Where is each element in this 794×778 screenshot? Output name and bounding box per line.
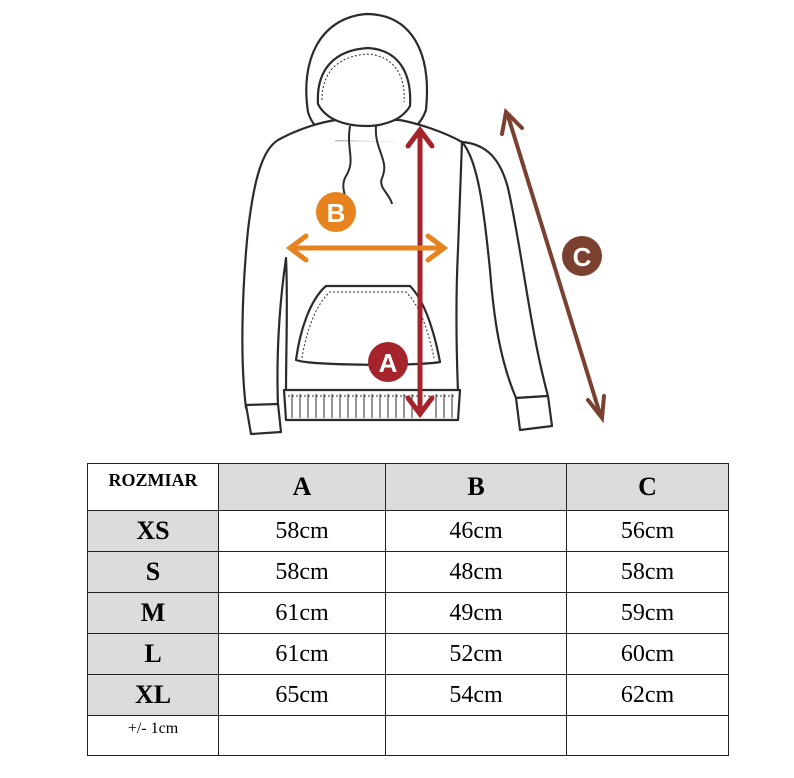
empty-cell	[219, 716, 386, 756]
header-c: C	[567, 464, 729, 511]
marker-c-label: C	[572, 242, 592, 272]
table-row	[88, 634, 729, 675]
row-size: S	[88, 552, 219, 593]
empty-cell	[567, 716, 729, 756]
cell-c: 59cm	[567, 593, 729, 634]
marker-a-label: A	[378, 348, 398, 378]
header-b: B	[386, 464, 567, 511]
cell-c: 62cm	[567, 675, 729, 716]
header-a: A	[219, 464, 386, 511]
table-row	[88, 552, 729, 593]
table-header-row	[88, 464, 729, 511]
cell-b: 46cm	[386, 511, 567, 552]
empty-cell	[386, 716, 567, 756]
cell-a: 58cm	[219, 511, 386, 552]
cell-c: 58cm	[567, 552, 729, 593]
cell-c: 60cm	[567, 634, 729, 675]
marker-b-label: B	[326, 198, 346, 228]
cell-a: 61cm	[219, 593, 386, 634]
cell-b: 48cm	[386, 552, 567, 593]
cell-a: 65cm	[219, 675, 386, 716]
cell-a: 58cm	[219, 552, 386, 593]
cell-a: 61cm	[219, 634, 386, 675]
cell-b: 54cm	[386, 675, 567, 716]
row-size: XL	[88, 675, 219, 716]
cell-c: 56cm	[567, 511, 729, 552]
table-row	[88, 511, 729, 552]
row-size: L	[88, 634, 219, 675]
row-size: XS	[88, 511, 219, 552]
marker-a	[368, 342, 408, 382]
marker-c	[562, 236, 602, 276]
marker-b	[316, 192, 356, 232]
table-row	[88, 593, 729, 634]
table-row	[88, 675, 729, 716]
tolerance-note: +/- 1cm	[88, 716, 219, 756]
header-size: ROZMIAR	[88, 464, 219, 511]
tolerance-row	[88, 716, 729, 756]
cell-b: 52cm	[386, 634, 567, 675]
size-chart-table	[87, 463, 729, 756]
cell-b: 49cm	[386, 593, 567, 634]
row-size: M	[88, 593, 219, 634]
